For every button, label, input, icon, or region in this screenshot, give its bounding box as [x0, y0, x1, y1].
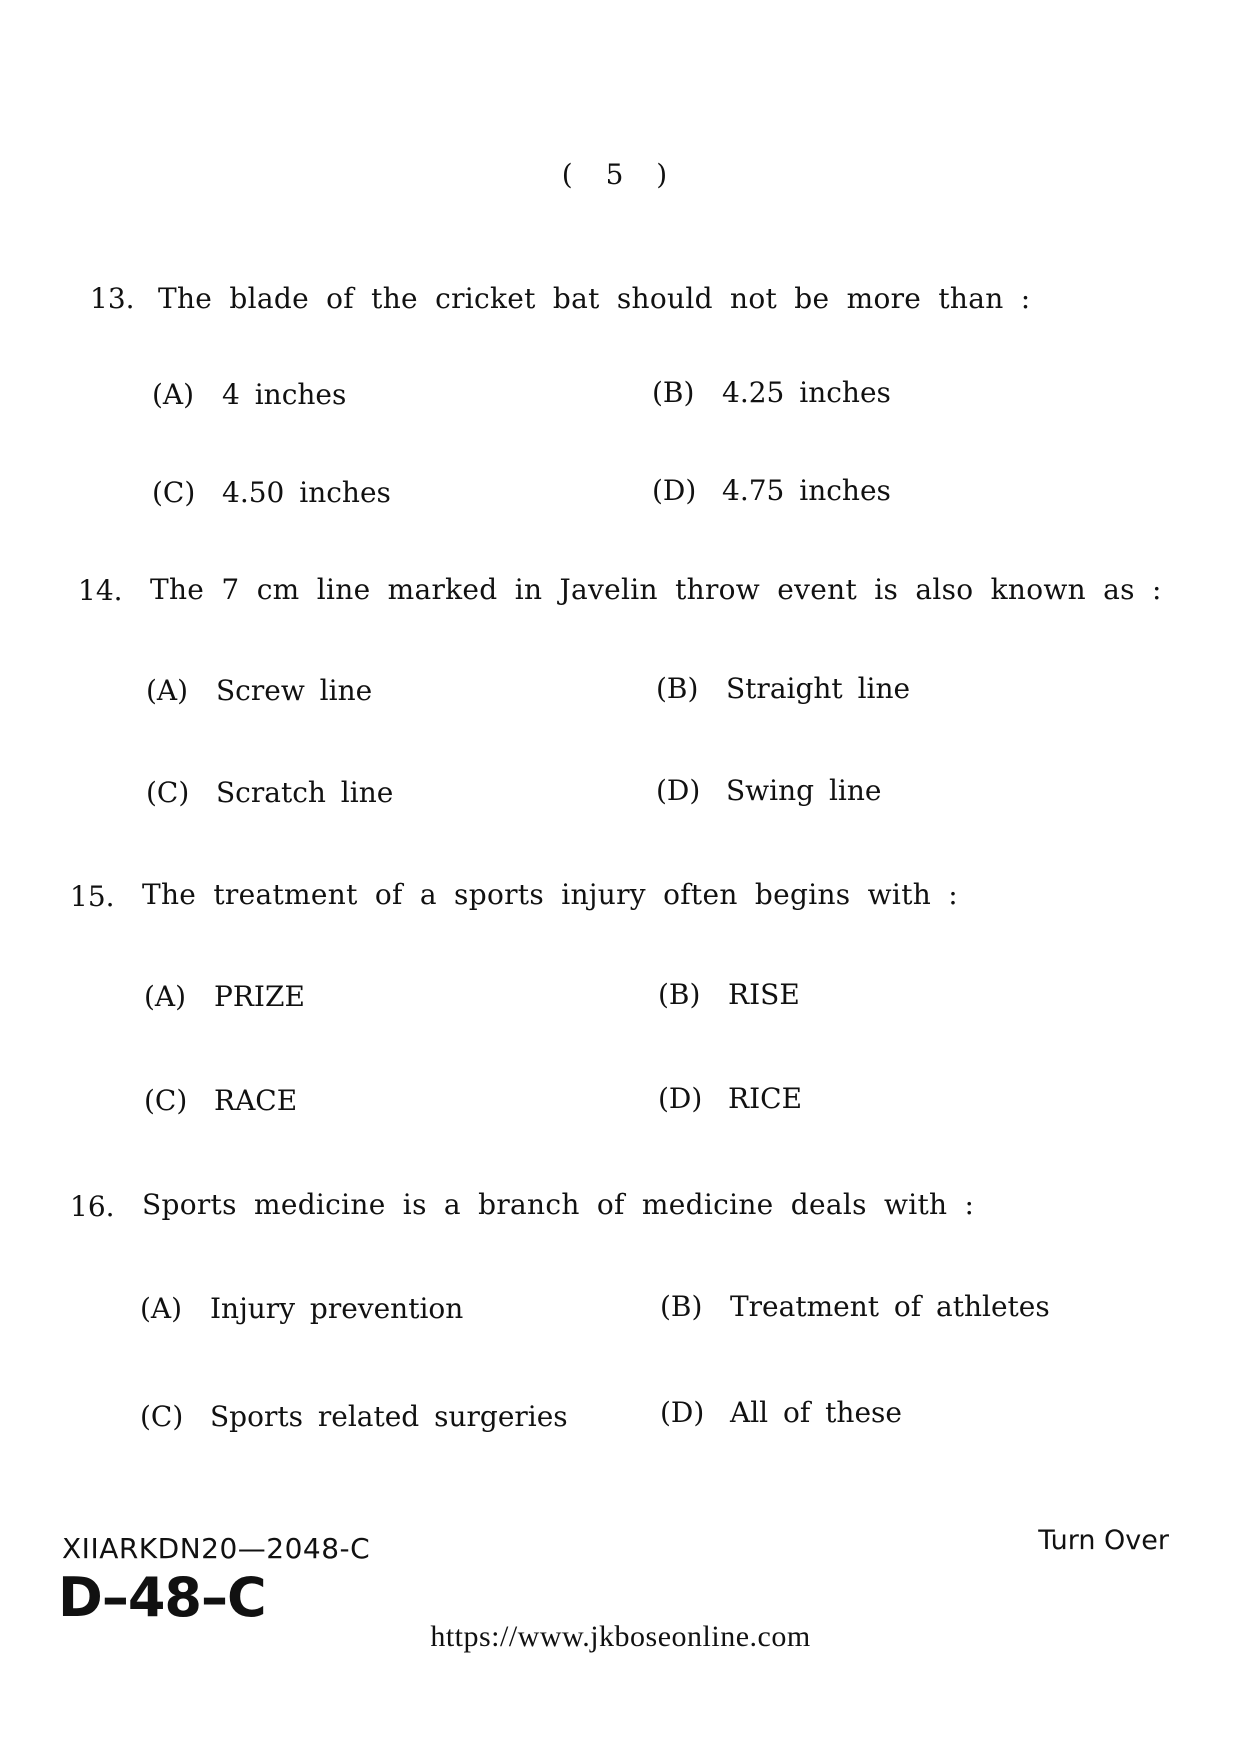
question-text: The 7 cm line marked in Javelin throw event is also known as : [150, 573, 1162, 606]
option-label: (D) [656, 774, 701, 807]
option-text: 4.25 inches [722, 376, 891, 409]
option-label: (C) [152, 476, 196, 509]
option-b [652, 376, 891, 409]
option-text: Swing line [726, 774, 882, 807]
option-label: (C) [140, 1400, 184, 1433]
option-label: (B) [652, 376, 695, 409]
option-d [660, 1396, 902, 1429]
option-a [140, 1292, 463, 1325]
option-text: RACE [214, 1084, 298, 1117]
option-b [656, 672, 910, 705]
option-label: (D) [652, 474, 697, 507]
option-label: (C) [144, 1084, 188, 1117]
option-text: RISE [728, 978, 800, 1011]
option-c [144, 1084, 297, 1117]
option-c [146, 776, 393, 809]
option-text: Screw line [216, 674, 373, 707]
option-label: (D) [658, 1082, 703, 1115]
option-label: (D) [660, 1396, 705, 1429]
option-text: 4 inches [222, 378, 347, 411]
option-label: (B) [660, 1290, 703, 1323]
question-number: 13. [90, 282, 135, 315]
turn-over-label: Turn Over [1038, 1525, 1169, 1556]
option-label: (C) [146, 776, 190, 809]
option-b [658, 978, 800, 1011]
option-a [146, 674, 372, 707]
option-d [652, 474, 891, 507]
question-number: 16. [70, 1190, 115, 1223]
option-text: 4.75 inches [722, 474, 891, 507]
option-label: (A) [140, 1292, 183, 1325]
option-a [144, 980, 305, 1013]
page-number: ( 5 ) [561, 158, 680, 191]
question-number: 14. [78, 574, 123, 607]
question-text: The treatment of a sports injury often begins with : [142, 878, 959, 911]
option-text: Scratch line [216, 776, 394, 809]
footer-url: https://www.jkboseonline.com [430, 1620, 811, 1653]
option-text: All of these [730, 1396, 902, 1429]
option-c [152, 476, 391, 509]
option-a [152, 378, 346, 411]
option-label: (A) [146, 674, 189, 707]
option-text: Injury prevention [210, 1292, 464, 1325]
option-d [658, 1082, 802, 1115]
option-text: Straight line [726, 672, 911, 705]
option-text: 4.50 inches [222, 476, 391, 509]
question-number: 15. [70, 880, 115, 913]
option-text: RICE [728, 1082, 803, 1115]
option-c [140, 1400, 568, 1433]
series-code: D–48–C [58, 1566, 266, 1629]
option-d [656, 774, 881, 807]
option-label: (B) [656, 672, 699, 705]
option-label: (A) [152, 378, 195, 411]
option-label: (B) [658, 978, 701, 1011]
option-label: (A) [144, 980, 187, 1013]
question-text: The blade of the cricket bat should not be more than : [158, 282, 1031, 315]
option-text: PRIZE [214, 980, 305, 1013]
paper-code: XIIARKDN20—2048-C [62, 1532, 371, 1565]
question-text: Sports medicine is a branch of medicine deals with : [142, 1188, 975, 1221]
option-b [660, 1290, 1050, 1323]
option-text: Sports related surgeries [210, 1400, 568, 1433]
option-text: Treatment of athletes [730, 1290, 1050, 1323]
